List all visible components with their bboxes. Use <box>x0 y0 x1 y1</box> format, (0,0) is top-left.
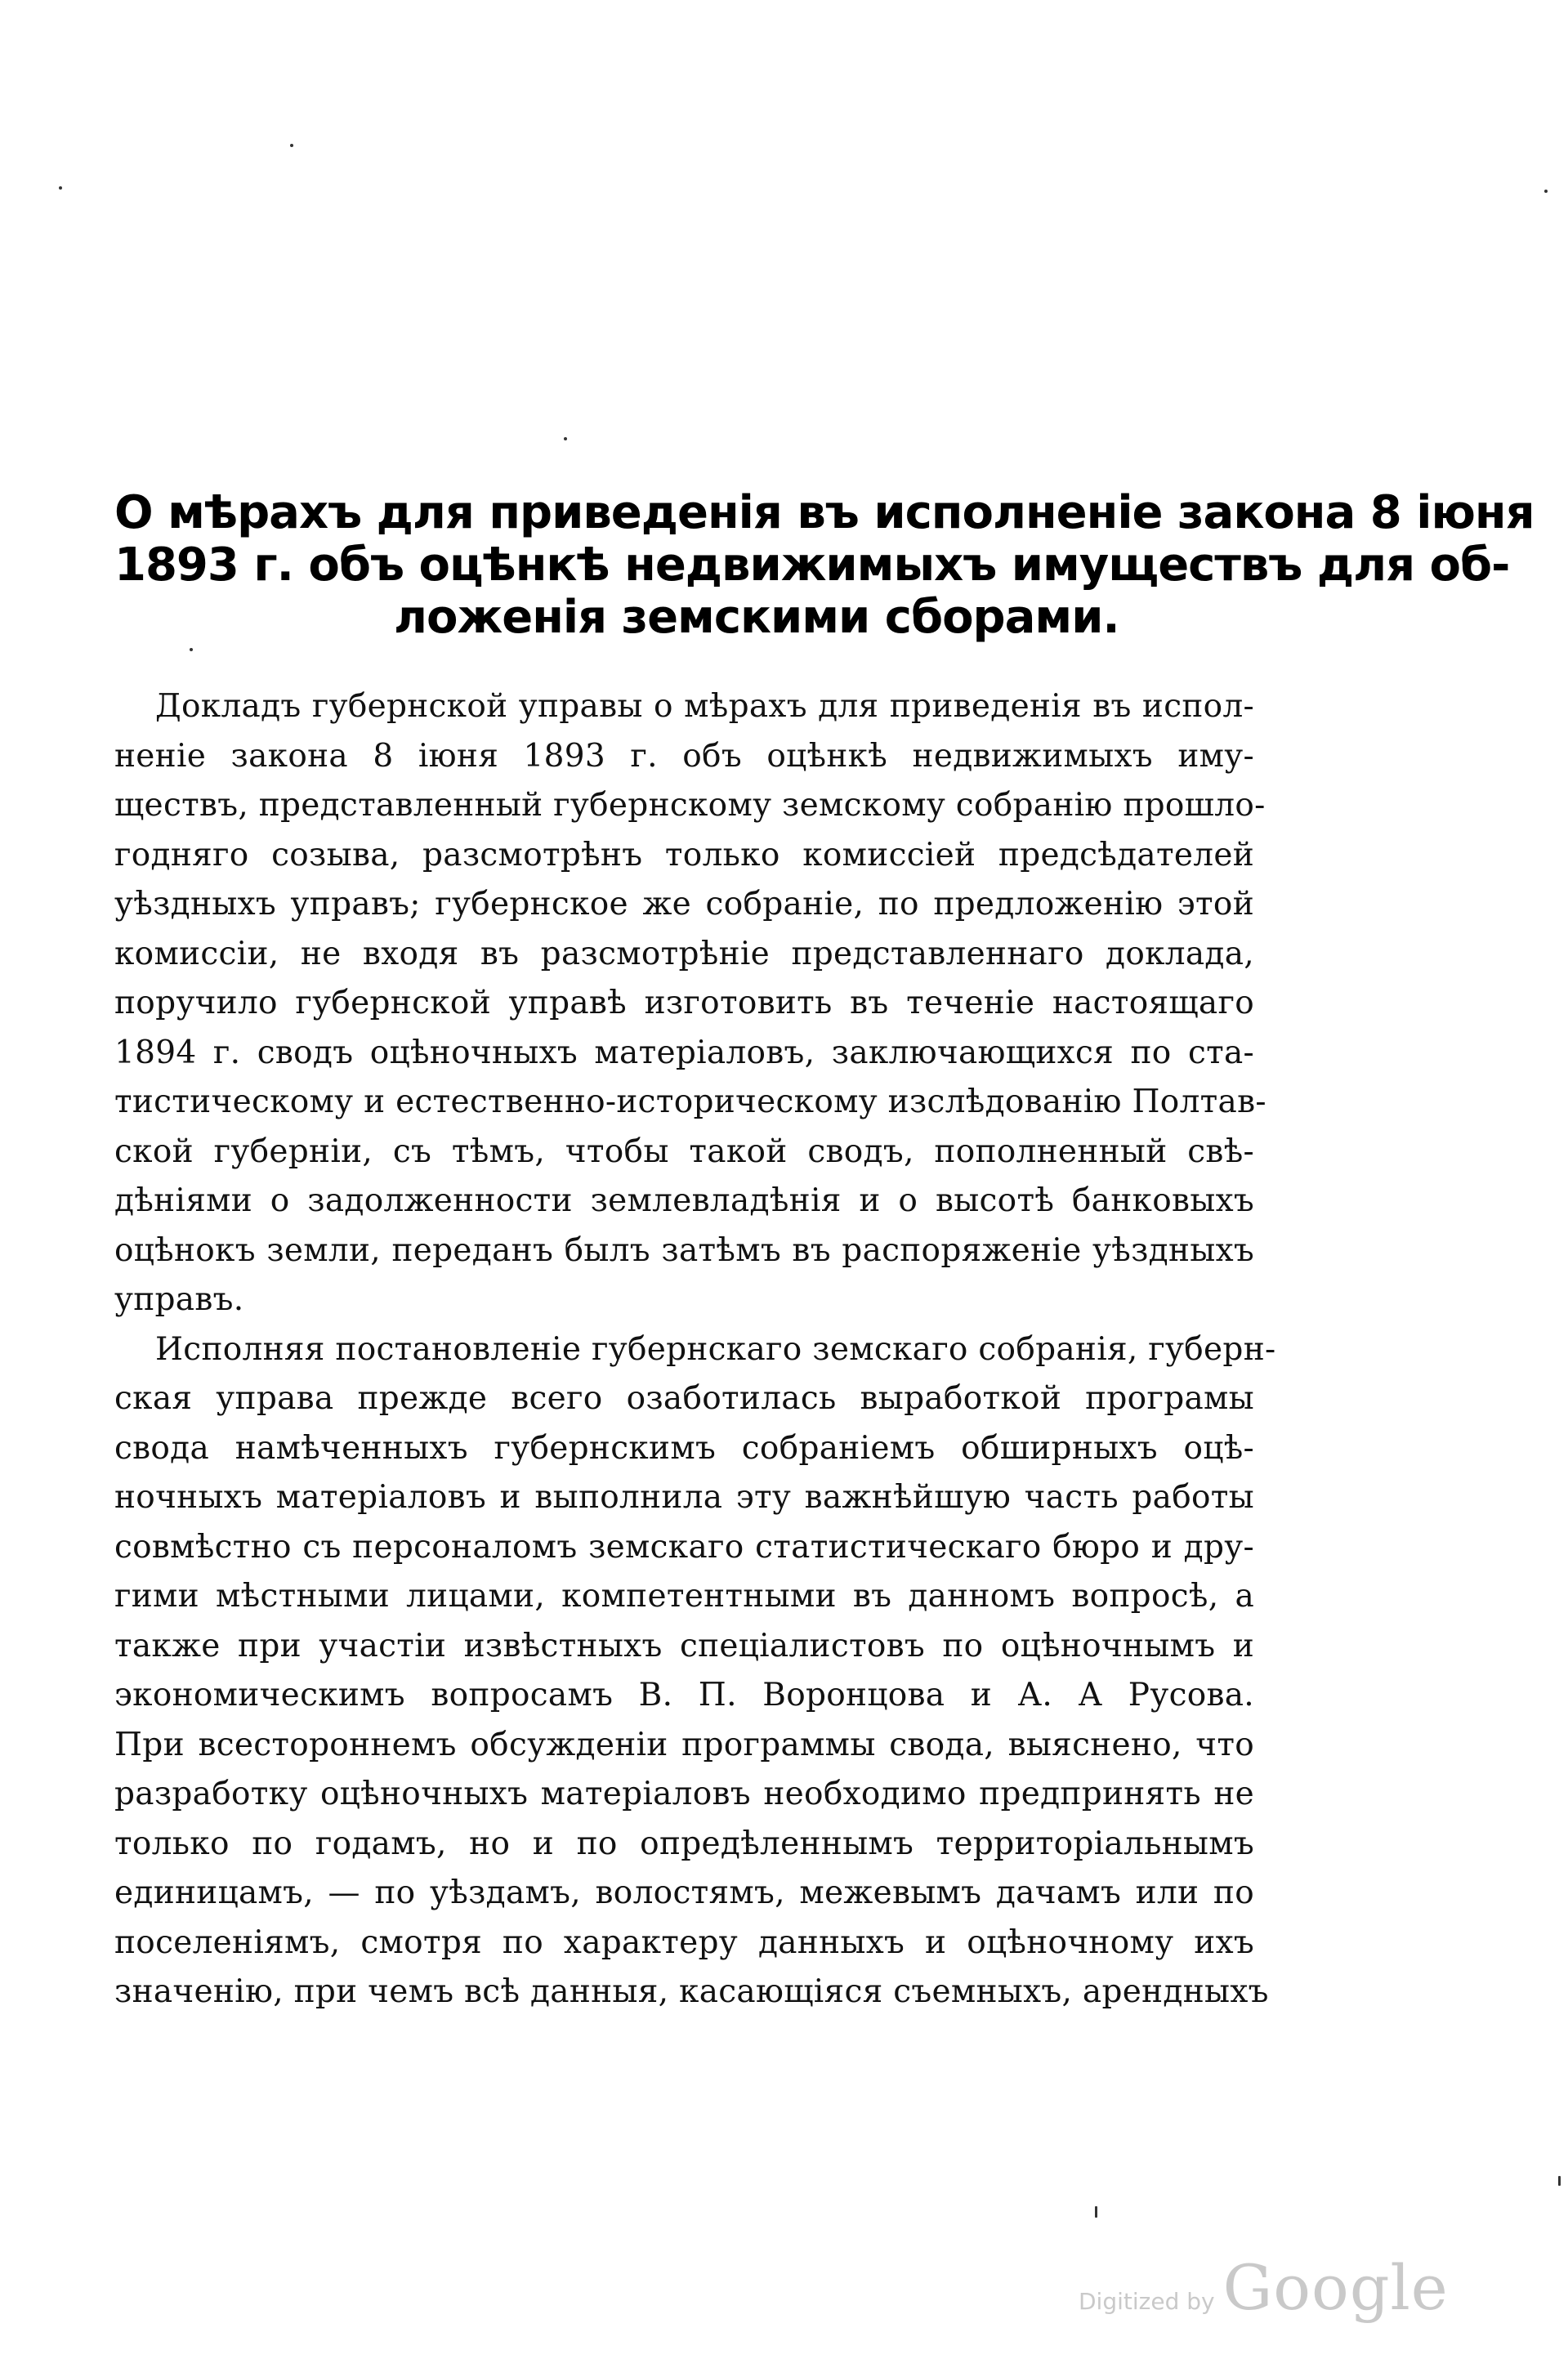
text-line: также при участіи извѣстныхъ спеціалистовъ по оцѣночнымъ и <box>114 1627 1254 1664</box>
scan-speck <box>190 648 193 651</box>
text-line: Исполняя постановленіе губернскаго земскаго собранія, губерн- <box>155 1330 1276 1368</box>
text-line: ночныхъ матеріаловъ и выполнила эту важнѣйшую часть работы <box>114 1479 1254 1516</box>
paragraph-1 <box>114 682 1266 1325</box>
text-line: При всестороннемъ обсужденіи программы свода, выяснено, что <box>114 1726 1254 1763</box>
text-line: годняго созыва, разсмотрѣнъ только комиссіей предсѣдателей <box>114 836 1254 873</box>
scan-speck <box>290 144 293 147</box>
text-line: ской губерніи, съ тѣмъ, чтобы такой сводъ, пополненный свѣ- <box>114 1133 1254 1170</box>
scan-speck <box>564 437 567 440</box>
scan-speck <box>59 186 62 190</box>
text-line: свода намѣченныхъ губернскимъ собраніемъ обширныхъ оцѣ- <box>114 1429 1254 1467</box>
text-line: гими мѣстными лицами, компетентными въ данномъ вопросѣ, а <box>114 1578 1254 1615</box>
text-line: поселеніямъ, смотря по характеру данныхъ и оцѣночному ихъ <box>114 1923 1254 1961</box>
text-line: Докладъ губернской управы о мѣрахъ для приведенія въ испол- <box>155 688 1254 725</box>
text-line: разработку оцѣночныхъ матеріаловъ необходимо предпринять не <box>114 1776 1254 1812</box>
text-line: неніе закона 8 іюня 1893 г. объ оцѣнкѣ недвижимыхъ иму- <box>114 737 1254 775</box>
text-line: только по годамъ, но и по опредѣленнымъ территоріальнымъ <box>114 1825 1254 1862</box>
text-line: комиссіи, не входя въ разсмотрѣніе представленнаго доклада, <box>114 935 1254 972</box>
scan-speck <box>1558 2176 1561 2186</box>
text-line: 1894 г. сводъ оцѣночныхъ матеріаловъ, заключающихся по ста- <box>114 1034 1254 1071</box>
text-line: поручило губернской управѣ изготовить въ теченіе настоящаго <box>114 985 1254 1021</box>
text-line: уѣздныхъ управъ; губернское же собраніе, по предложенію этой <box>114 886 1254 923</box>
text-line: ская управа прежде всего озаботилась выработкой програмы <box>114 1380 1254 1417</box>
text-line: ществъ, представленный губернскому земскому собранію прошло- <box>114 787 1266 824</box>
article-body <box>114 682 1276 2017</box>
title-line: О мѣрахъ для приведенія въ исполненіе закона 8 іюня <box>114 486 1534 539</box>
title-line: 1893 г. объ оцѣнкѣ недвижимыхъ имуществъ для об- <box>114 538 1510 592</box>
text-line: совмѣстно съ персоналомъ земскаго статистическаго бюро и дру- <box>114 1528 1254 1566</box>
text-line: дѣніями о задолженности землевладѣнія и о высотѣ банковыхъ <box>114 1182 1254 1219</box>
title-line: ложенія земскими сборами. <box>394 591 1119 644</box>
text-line: управъ. <box>114 1281 244 1318</box>
digitized-watermark <box>1079 2251 1449 2324</box>
text-line: экономическимъ вопросамъ В. П. Воронцова и А. А Русова. <box>114 1677 1254 1713</box>
google-logo: Google <box>1222 2251 1449 2324</box>
text-line: тистическому и естественно-историческому изслѣдованію Полтав- <box>114 1083 1266 1120</box>
text-line: оцѣнокъ земли, переданъ былъ затѣмъ въ распоряженіе уѣздныхъ <box>114 1231 1254 1269</box>
scan-speck <box>1544 190 1548 193</box>
text-line: значенію, при чемъ всѣ данныя, касающіяся съемныхъ, арендныхъ <box>114 1973 1269 2010</box>
article-title <box>114 486 1534 644</box>
scan-speck <box>1095 2206 1097 2218</box>
paragraph-2 <box>114 1325 1276 2017</box>
text-line: единицамъ, — по уѣздамъ, волостямъ, межевымъ дачамъ или по <box>114 1874 1254 1911</box>
watermark-caption: Digitized by <box>1079 2288 1215 2315</box>
